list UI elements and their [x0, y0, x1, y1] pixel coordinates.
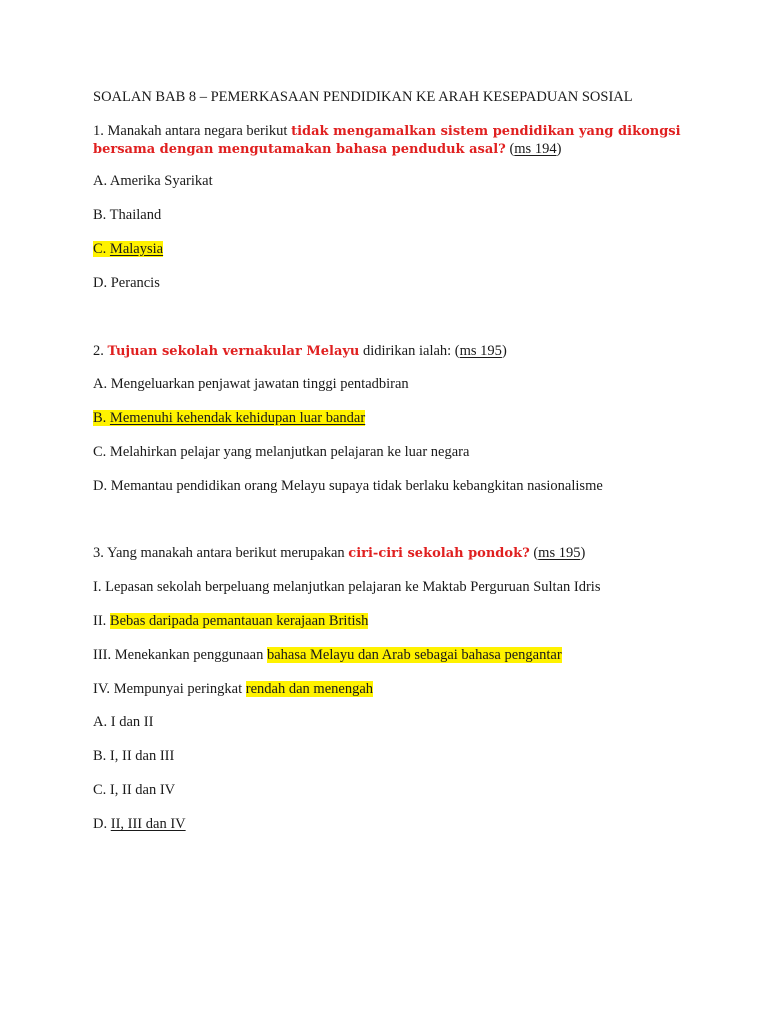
question-1-keyword-line-2: bersama dengan mengutamakan bahasa penduduk asal?	[93, 142, 506, 157]
question-2-keyword: Tujuan sekolah vernakular Melayu	[107, 344, 360, 359]
question-3-answer: II, III dan IV	[110, 816, 186, 832]
question-3-statement-2-highlight: Bebas daripada pemantauan kerajaan British	[109, 613, 369, 629]
question-1-ref-open: (	[505, 141, 515, 157]
question-3-option-b: B. I, II dan III	[93, 748, 175, 764]
question-2-answer: B. Memenuhi kehendak kehidupan luar bandar	[93, 410, 366, 426]
question-1-line-2	[93, 140, 561, 159]
question-3-keyword: ciri-ciri sekolah pondok?	[348, 546, 530, 561]
question-1-option-d: D. Perancis	[93, 275, 160, 291]
question-2-page-ref: ms 195	[459, 343, 502, 359]
question-3-statement-4-highlight: rendah dan menengah	[245, 681, 374, 697]
question-3-line: 3. Yang manakah antara berikut merupakan ciri-ciri sekolah pondok? (ms 195)	[93, 545, 586, 561]
question-1-keyword-line-1: tidak mengamalkan sistem pendidikan yang dikongsi	[291, 124, 681, 139]
question-1-prefix: 1. Manakah antara negara berikut	[93, 123, 292, 139]
question-2-option-c: C. Melahirkan pelajar yang melanjutkan pelajaran ke luar negara	[93, 444, 470, 460]
question-2-option-a: A. Mengeluarkan penjawat jawatan tinggi pentadbiran	[93, 376, 409, 392]
question-3-statement-2: II. Bebas daripada pemantauan kerajaan British	[93, 613, 369, 629]
question-1-page-ref: ms 194	[514, 141, 557, 157]
question-3-statement-1: I. Lepasan sekolah berpeluang melanjutkan pelajaran ke Maktab Perguruan Sultan Idris	[93, 579, 601, 595]
question-1-option-b: B. Thailand	[93, 207, 162, 223]
question-2-line: 2. Tujuan sekolah vernakular Melayu didirikan ialah: (ms 195)	[93, 343, 507, 359]
question-1-ref-close: )	[556, 141, 562, 157]
question-1-option-c	[93, 240, 163, 258]
question-3-option-c: C. I, II dan IV	[93, 782, 176, 798]
question-2-option-d: D. Memantau pendidikan orang Melayu supaya tidak berlaku kebangkitan nasionalisme	[93, 478, 603, 494]
question-1-answer: C. Malaysia	[93, 241, 164, 257]
question-3-page-ref: ms 195	[538, 545, 581, 561]
question-1-line-1	[93, 122, 681, 141]
question-3-option-d: D. II, III dan IV	[93, 816, 186, 832]
question-3-statement-4: IV. Mempunyai peringkat rendah dan menengah	[93, 681, 374, 697]
question-3-option-a: A. I dan II	[93, 714, 154, 730]
question-3-statement-3-highlight: bahasa Melayu dan Arab sebagai bahasa pengantar	[266, 647, 562, 663]
question-1-option-a: A. Amerika Syarikat	[93, 173, 213, 189]
page-title: SOALAN BAB 8 – PEMERKASAAN PENDIDIKAN KE ARAH KESEPADUAN SOSIAL	[93, 89, 633, 105]
question-2-option-b	[93, 409, 365, 427]
question-3-statement-3: III. Menekankan penggunaan bahasa Melayu dan Arab sebagai bahasa pengantar	[93, 647, 562, 663]
